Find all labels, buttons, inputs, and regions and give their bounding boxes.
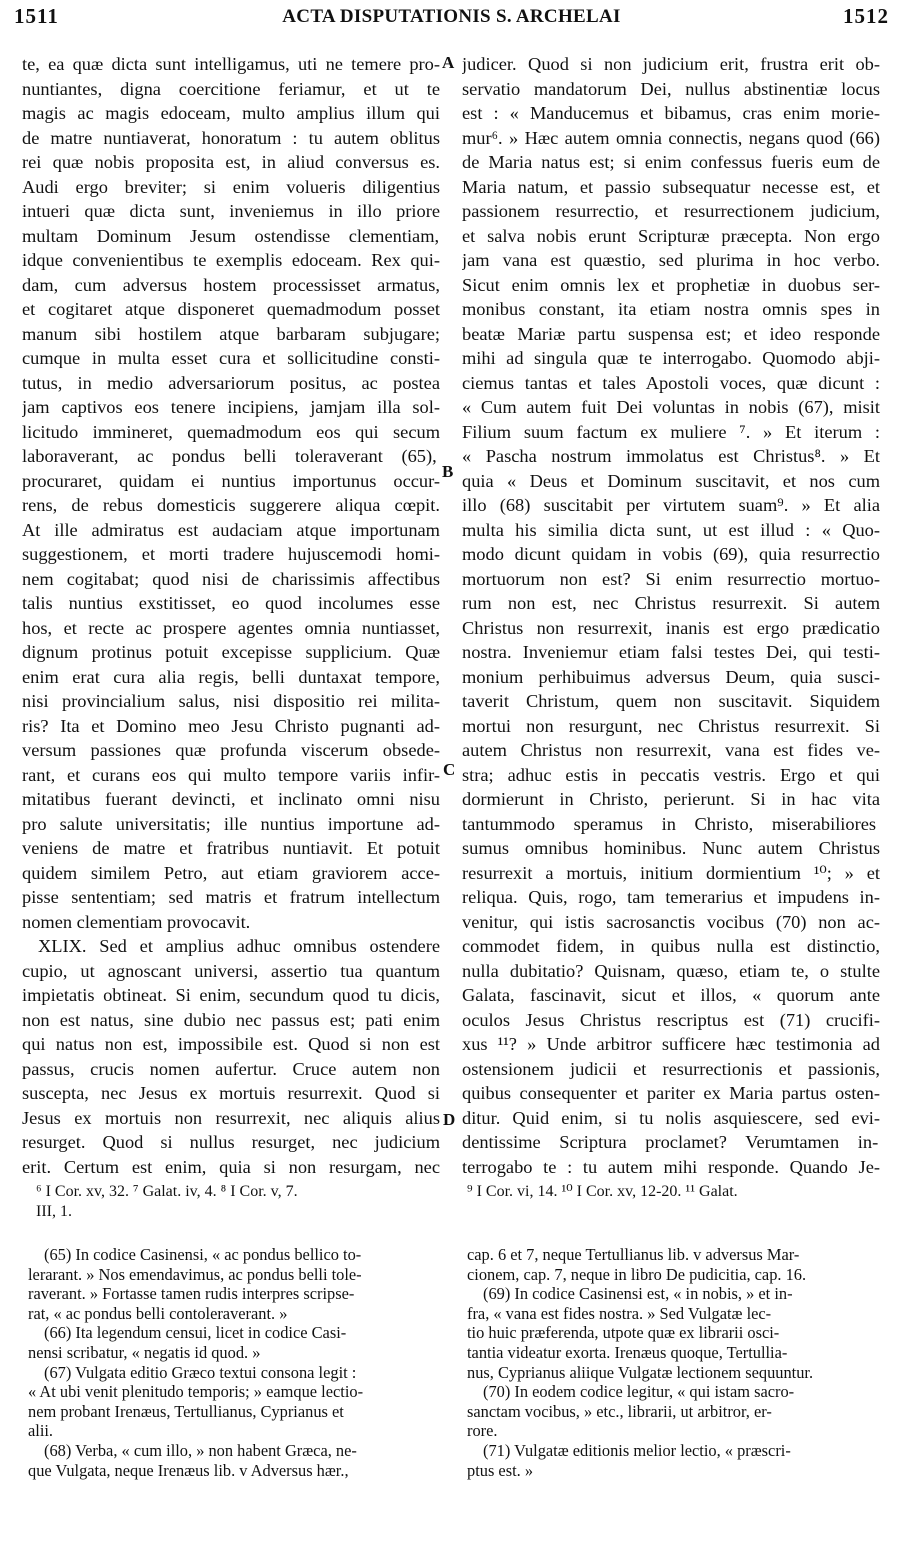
text-line: Jesus ex mortuis non resurrexit, nec aliquis alius — [22, 1107, 440, 1128]
text-line: illo (68) suscitabit per virtutem suam⁹. » Et alia — [462, 495, 880, 515]
margin-marker-c: C — [443, 760, 456, 779]
text-line: quibus consequenter et pariter ex Maria partus osten- — [462, 1083, 880, 1103]
text-line: suggestionem, et morti tradere hujuscemodi homi- — [22, 544, 440, 564]
note-line: que Vulgata, neque Irenæus lib. v Adversus hær., — [28, 1460, 349, 1480]
text-line: modo dicunt quidam in vobis (69), quia resurrectio — [462, 544, 880, 564]
text-line: rant, et curans eos qui multo tempore variis infir- — [22, 764, 440, 785]
page-number-left: 1511 — [14, 4, 59, 28]
note-line: ptus est. » — [467, 1460, 534, 1480]
editor-notes-left — [28, 1245, 443, 1480]
margin-marker-d: D — [443, 1110, 456, 1129]
text-line: cumque in multa esset cura et sollicitudine consti- — [22, 348, 440, 368]
note-line: nensi scribatur, « negatis id quod. » — [28, 1342, 261, 1362]
note-line: (69) In codice Casinensi est, « in nobis, » et in- — [483, 1284, 793, 1304]
text-line: servatio mandatorum Dei, nullus abstinentiæ locus — [462, 78, 880, 99]
text-line: de matre nuntiaverat, honoratum : tu autem oblitus — [22, 127, 440, 148]
text-line: XLIX. Sed et amplius adhuc omnibus ostendere — [38, 936, 440, 956]
text-line: rum non est, nec Christus resurrexit. Si autem — [462, 593, 880, 613]
text-line: ditur. Quid enim, si tu nolis asquiescere, sed evi- — [462, 1107, 880, 1128]
text-line: te, ea quæ dicta sunt intelligamus, uti ne temere pro- — [22, 54, 440, 74]
text-line: et cogitaret atque disponeret quemadmodum posset — [22, 299, 440, 319]
text-line: tutus, in medio adversariorum positus, ac postea — [22, 372, 440, 393]
text-line: mitatibus fuerant devincti, et inclinato omni nisu — [22, 789, 440, 809]
text-line: cupio, ut agnoscant universi, assertio tua quantum — [22, 960, 440, 981]
text-line: tantummodo speramus in Christo, miserabiliores — [462, 813, 877, 834]
text-line: laboraverant, ac pondus belli toleraverant (65), — [22, 446, 437, 466]
text-line: monibus constant, ita etiam nostra omnis spes in — [462, 299, 880, 319]
note-line: rat, « ac pondus belli contoleraverant. » — [28, 1303, 288, 1323]
text-line: pisse sententiam; sed matris et fratrum intellectum — [22, 887, 440, 907]
text-line: multam Dominum Jesum ostendisse clementiam, — [22, 225, 440, 246]
left-column — [22, 52, 440, 1177]
note-line: tantia videatur exorta. Irenæus quoque, Tertullia- — [467, 1342, 788, 1362]
text-line: mihi ad singula quæ te interrogabo. Quomodo abji- — [462, 348, 880, 368]
text-line: intueri quæ dicta sunt, inveniemus in illo priore — [22, 201, 440, 221]
margin-marker-b: B — [442, 462, 454, 481]
text-line: nuntiantes, digna coercitione feriamur, et ut te — [22, 78, 440, 99]
text-line: dormierunt in Christo, perierunt. Si in hac vita — [462, 789, 880, 809]
text-line: ostensionem judicii et resurrectionis et passionis, — [462, 1058, 880, 1079]
note-line: (68) Verba, « cum illo, » non habent Græca, ne- — [44, 1440, 357, 1460]
text-line: mur⁶. » Hæc autem omnia connectis, negans quod (66) — [462, 127, 880, 148]
right-column — [462, 52, 880, 1177]
text-line: Audi ergo breviter; si enim volueris diligentius — [22, 176, 440, 197]
text-line: Galata, fascinavit, sicut et illos, « quorum ante — [462, 985, 880, 1005]
text-line: mortui non resurgunt, nec Christus resurrexit. Si — [462, 715, 880, 736]
note-line: tio huic præferenda, utpote quæ ex librarii osci- — [467, 1323, 780, 1343]
text-line: qui natus non est, impossibile est. Quod si non est — [22, 1034, 440, 1054]
text-line: dentissime Scriptura proclamet? Verumtamen in- — [462, 1132, 879, 1152]
text-line: Filium suum factum ex muliere ⁷. » Et iterum : — [462, 421, 880, 442]
text-line: idque convenientibus te exemplis edoceam. Rex qui- — [22, 250, 440, 270]
text-line: resurrexit a mortuis, initium dormientium ¹⁰; » et — [462, 862, 880, 883]
note-line: « At ubi venit plenitudo temporis; » eamque lectio- — [28, 1382, 364, 1402]
text-line: venitur, qui istis sacrosanctis vocibus (70) non ac- — [462, 911, 880, 932]
note-line: (67) Vulgata editio Græco textui consona legit : — [44, 1362, 357, 1382]
note-line: (65) In codice Casinensi, « ac pondus bellico to- — [44, 1245, 362, 1264]
footnote-ref-line: ⁹ I Cor. vi, 14. ¹⁰ I Cor. xv, 12-20. ¹¹ Galat. — [467, 1183, 738, 1200]
text-line: quia « Deus et Dominum suscitavit, et nos cum — [462, 470, 880, 491]
text-line: multa his similia dicta sunt, ut est illud : « Quo- — [462, 519, 880, 540]
text-line: est : « Manducemus et bibamus, cras enim morie- — [462, 103, 880, 123]
note-line: (70) In eodem codice legitur, « qui istam sacro- — [483, 1382, 795, 1402]
text-line: « Pascha nostrum immolatus est Christus⁸. » Et — [462, 446, 880, 466]
text-line: erit. Certum est enim, quia si non resurgam, nec — [22, 1156, 440, 1177]
text-line: nisi provincialium salus, nisi dispositio rei milita- — [22, 691, 440, 711]
text-line: passionem resurrectio, et resurrectionem judicium, — [462, 201, 880, 221]
text-line: resurget. Quod si nullus resurget, nec judicium — [22, 1132, 440, 1152]
note-line: sanctam vocibus, » etc., librarii, ut arbitror, er- — [467, 1401, 772, 1421]
editor-notes-right — [467, 1245, 882, 1480]
text-line: jam captivos eos tenere incipiens, jamjam illa sol- — [22, 397, 440, 417]
note-line: raverant. » Fortasse tamen rudis interpres scripse- — [28, 1284, 355, 1304]
text-line: rens, de rebus domesticis suggerere aliqua cœpit. — [22, 495, 440, 515]
text-line: passus, crucis nomen aufertur. Cruce autem non — [22, 1058, 440, 1079]
running-title: ACTA DISPUTATIONIS S. ARCHELAI — [282, 6, 621, 27]
margin-marker-a: A — [442, 53, 455, 72]
note-line: nus, Cyprianus aliique Vulgatæ lectionem sequuntur. — [467, 1362, 814, 1382]
text-line: licitudo immineret, quemadmodum eos qui secum — [22, 421, 440, 442]
text-line: dignum protinus potuit excepisse supplicium. Quæ — [22, 642, 440, 662]
text-line: suscepta, nec Jesus ex mortuis resurrexit. Quod si — [22, 1083, 440, 1103]
text-line: impietatis obtineat. Si enim, secundum quod tu dicis, — [22, 985, 440, 1005]
footnote-ref-line: ⁶ I Cor. xv, 32. ⁷ Galat. iv, 4. ⁸ I Cor. v, 7. — [36, 1183, 298, 1200]
text-line: nem cogitabat; quod nisi de charissimis affectibus — [22, 568, 440, 589]
page-number-right: 1512 — [843, 4, 889, 28]
note-line: alii. — [28, 1421, 54, 1441]
text-line: stra; adhuc estis in peccatis vestris. Ergo et qui — [462, 764, 880, 785]
text-line: magis ac magis edoceam, multo amplius illum qui — [22, 103, 440, 123]
text-line: ris? Ita et Domino meo Jesu Christo pugnanti ad- — [22, 715, 440, 736]
text-line: Sicut enim omnis lex et prophetiæ in duobus ser- — [462, 274, 880, 295]
text-line: enim erat cura alia regis, belli duntaxat tempore, — [22, 666, 440, 687]
note-line: rore. — [467, 1421, 498, 1441]
text-line: autem Christus non resurrexit, vana est fides ve- — [462, 740, 880, 760]
running-header — [8, 4, 895, 34]
note-line: (71) Vulgatæ editionis melior lectio, « præscri- — [483, 1440, 791, 1460]
note-line: (66) Ita legendum censui, licet in codice Casi- — [44, 1323, 347, 1343]
text-line: nostra. Inveniemur etiam falsi testes Dei, qui testi- — [462, 642, 880, 662]
text-line: « Cum autem fuit Dei voluntas in nobis (67), misit — [462, 397, 880, 417]
text-line: taverit Christum, quem non suscitavit. Siquidem — [462, 691, 880, 711]
note-line: cionem, cap. 7, neque in libro De pudicitia, cap. 16. — [467, 1264, 807, 1284]
text-line: terrogabo te : tu autem mihi responde. Quando Je- — [462, 1156, 880, 1177]
text-line: manum sibi hostilem atque barbaram subjugare; — [22, 323, 440, 344]
text-line: pro salute universitatis; ille nuntius importune ad- — [22, 813, 440, 834]
text-line: hos, et recte ac prospere agentes omnia nuntiasset, — [22, 617, 440, 638]
footnote-ref-line: III, 1. — [36, 1203, 72, 1220]
text-line: dam, cum adversus hostem processisset armatus, — [22, 274, 440, 295]
text-line: oculos Jesus Christus rescriptus est (71) crucifi- — [462, 1009, 880, 1030]
text-line: commodet fidem, in quibus nulla est distinctio, — [462, 936, 880, 956]
text-line: et salva nobis erunt Scripturæ præcepta. Non ergo — [462, 225, 880, 246]
text-line: At ille admiratus est audaciam atque importunam — [22, 519, 440, 540]
note-line: lerarant. » Nos emendavimus, ac pondus belli tole- — [28, 1264, 362, 1284]
text-line: procuraret, quidam ei nuntius importunus occur- — [22, 470, 440, 491]
text-line: non est natus, sine dubio nec passus est; pati enim — [22, 1009, 440, 1030]
text-line: talis nuntius exstitisset, eo quod incolumes esse — [22, 593, 440, 613]
text-line: reliqua. Quis, rogo, tam temerarius et impudens in- — [462, 887, 880, 907]
text-line: de Maria natus est; si enim confessus fueris eum de — [462, 152, 880, 172]
text-line: nomen clementiam provocavit. — [22, 911, 251, 932]
text-line: monium perhibuimus adversus Deum, quia susci- — [462, 666, 880, 687]
text-line: xus ¹¹? » Unde arbitror sufficere hæc testimonia ad — [462, 1034, 880, 1054]
text-line: versum passiones quæ profunda viscerum obsede- — [22, 740, 440, 760]
text-line: Christus non resurrexit, inanis est ergo prædicatio — [462, 617, 880, 638]
text-line: sumus omnibus hominibus. Nunc autem Christus — [462, 838, 880, 858]
text-line: nulla dubitatio? Quisnam, quæso, etiam te, o stulte — [462, 960, 880, 981]
note-line: cap. 6 et 7, neque Tertullianus lib. v adversus Mar- — [467, 1245, 800, 1264]
note-line: nem probant Irenæus, Tertullianus, Cyprianus et — [28, 1401, 344, 1421]
text-line: beatæ Mariæ partu suspensa est; et ideo responde — [462, 323, 880, 344]
text-line: rei quæ nobis proposita est, in aliud conversus es. — [22, 152, 440, 172]
footnote-refs-right — [467, 1182, 738, 1202]
text-line: quidem similem Petro, aut etiam graviorem acce- — [22, 862, 440, 883]
text-line: judicer. Quod si non judicium erit, frustra erit ob- — [462, 54, 880, 74]
footnote-refs-left — [36, 1182, 298, 1222]
text-line: Maria natum, et passio subsequatur necesse est, et — [462, 176, 880, 197]
text-line: veniens de matre et fratribus nuntiavit. Et potuit — [22, 838, 440, 858]
text-line: ciemus tantas et tales Apostoli voces, quæ dicunt : — [462, 372, 880, 393]
text-line: mortuorum non est? Si enim resurrectio mortuo- — [462, 568, 880, 589]
note-line: fra, « vana est fides nostra. » Sed Vulgatæ lec- — [467, 1303, 772, 1323]
text-line: jam vana est quæstio, sed plurima in hoc verbo. — [462, 250, 880, 270]
